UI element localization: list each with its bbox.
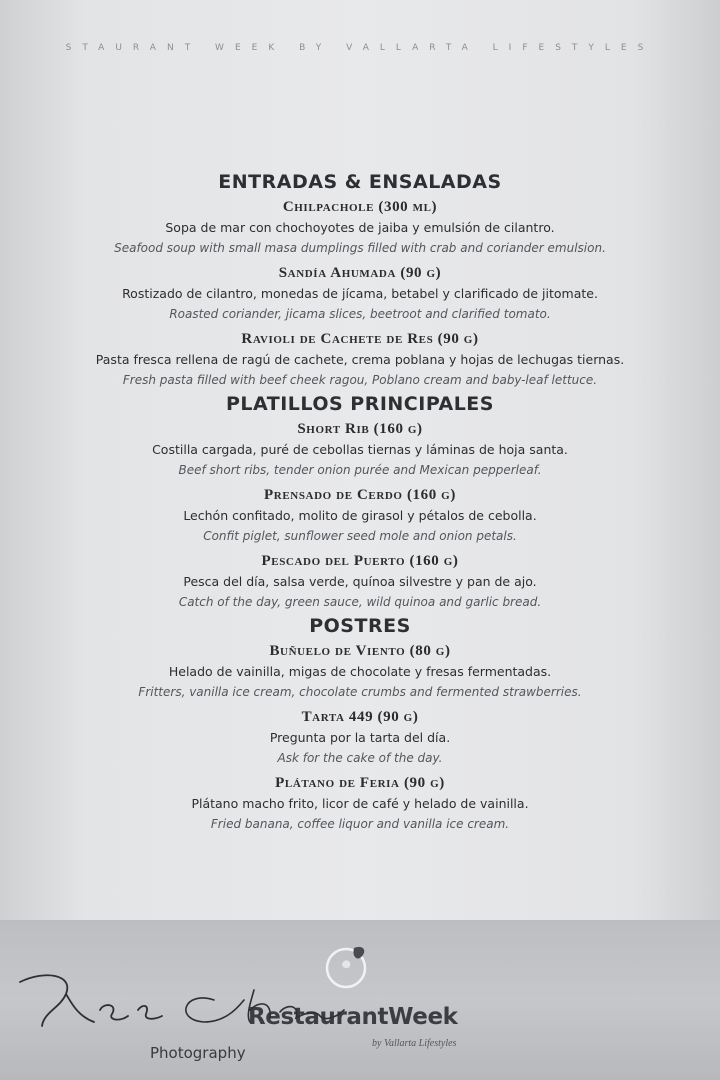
section-title: PLATILLOS PRINCIPALES bbox=[226, 393, 494, 415]
menu-item-description-es: Plátano macho frito, licor de café y helado de vainilla. bbox=[191, 796, 529, 811]
menu-item-name: Tarta 449 (90 g) bbox=[301, 709, 419, 725]
menu-item-name: Prensado de Cerdo (160 g) bbox=[264, 487, 456, 503]
menu-item-name: Pescado del Puerto (160 g) bbox=[261, 553, 459, 569]
menu-item bbox=[0, 418, 720, 480]
menu-item-name: Buñuelo de Viento (80 g) bbox=[269, 643, 451, 659]
menu-item bbox=[0, 772, 720, 834]
menu-item-description-en: Roasted coriander, jicama slices, beetroot and clarified tomato. bbox=[169, 307, 551, 321]
menu-item-description-en: Confit piglet, sunflower seed mole and onion petals. bbox=[203, 529, 517, 543]
menu-item-description-en: Fritters, vanilla ice cream, chocolate crumbs and fermented strawberries. bbox=[138, 685, 582, 699]
menu-item-description-es: Pasta fresca rellena de ragú de cachete, crema poblana y hojas de lechugas tiernas. bbox=[95, 352, 625, 367]
menu-item-description-en: Ask for the cake of the day. bbox=[277, 751, 443, 765]
menu-item-description-es: Pregunta por la tarta del día. bbox=[269, 730, 451, 745]
menu-item-description-es: Pesca del día, salsa verde, quínoa silvestre y pan de ajo. bbox=[183, 574, 537, 589]
menu-item bbox=[0, 640, 720, 702]
menu-item-description-es: Costilla cargada, puré de cebollas tiernas y láminas de hoja santa. bbox=[152, 442, 568, 457]
menu-item-name: Short Rib (160 g) bbox=[297, 421, 423, 437]
menu-item-description-en: Fried banana, coffee liquor and vanilla ice cream. bbox=[210, 817, 510, 831]
footer-brand: RestaurantWeek bbox=[248, 1004, 458, 1030]
menu-item-description-es: Sopa de mar con chochoyotes de jaiba y emulsión de cilantro. bbox=[165, 220, 555, 235]
menu-item bbox=[0, 328, 720, 390]
menu bbox=[0, 168, 720, 834]
menu-item-name: Sandía Ahumada (90 g) bbox=[278, 265, 442, 281]
menu-item-description-en: Seafood soup with small masa dumplings filled with crab and coriander emulsion. bbox=[114, 241, 606, 255]
menu-item-name: Ravioli de Cachete de Res (90 g) bbox=[241, 331, 479, 347]
menu-item bbox=[0, 550, 720, 612]
leaf-logo-icon bbox=[320, 938, 372, 990]
menu-item-description-es: Helado de vainilla, migas de chocolate y fresas fermentadas. bbox=[168, 664, 552, 679]
section-title: ENTRADAS & ENSALADAS bbox=[218, 171, 502, 193]
menu-item-name: Chilpachole (300 ml) bbox=[282, 199, 438, 215]
top-banner bbox=[0, 38, 720, 58]
menu-item bbox=[0, 196, 720, 258]
footer bbox=[0, 920, 720, 1080]
menu-item bbox=[0, 262, 720, 324]
watermark-label: Photography bbox=[150, 1044, 246, 1062]
menu-item-description-en: Fresh pasta filled with beef cheek ragou, Poblano cream and baby-leaf lettuce. bbox=[122, 373, 598, 387]
menu-item-description-en: Beef short ribs, tender onion purée and Mexican pepperleaf. bbox=[178, 463, 542, 477]
menu-item-description-en: Catch of the day, green sauce, wild quinoa and garlic bread. bbox=[178, 595, 542, 609]
top-strip bbox=[0, 0, 720, 100]
menu-item-description-es: Lechón confitado, molito de girasol y pétalos de cebolla. bbox=[183, 508, 537, 523]
banner-text: STAURANT WEEK BY VALLARTA LIFESTYLES bbox=[65, 43, 655, 53]
section-title: POSTRES bbox=[309, 615, 411, 637]
menu-item-description-es: Rostizado de cilantro, monedas de jícama, betabel y clarificado de jitomate. bbox=[122, 286, 598, 301]
footer-subtitle: by Vallarta Lifestyles bbox=[372, 1038, 457, 1049]
menu-item-name: Plátano de Feria (90 g) bbox=[275, 775, 445, 791]
menu-item bbox=[0, 706, 720, 768]
menu-item bbox=[0, 484, 720, 546]
